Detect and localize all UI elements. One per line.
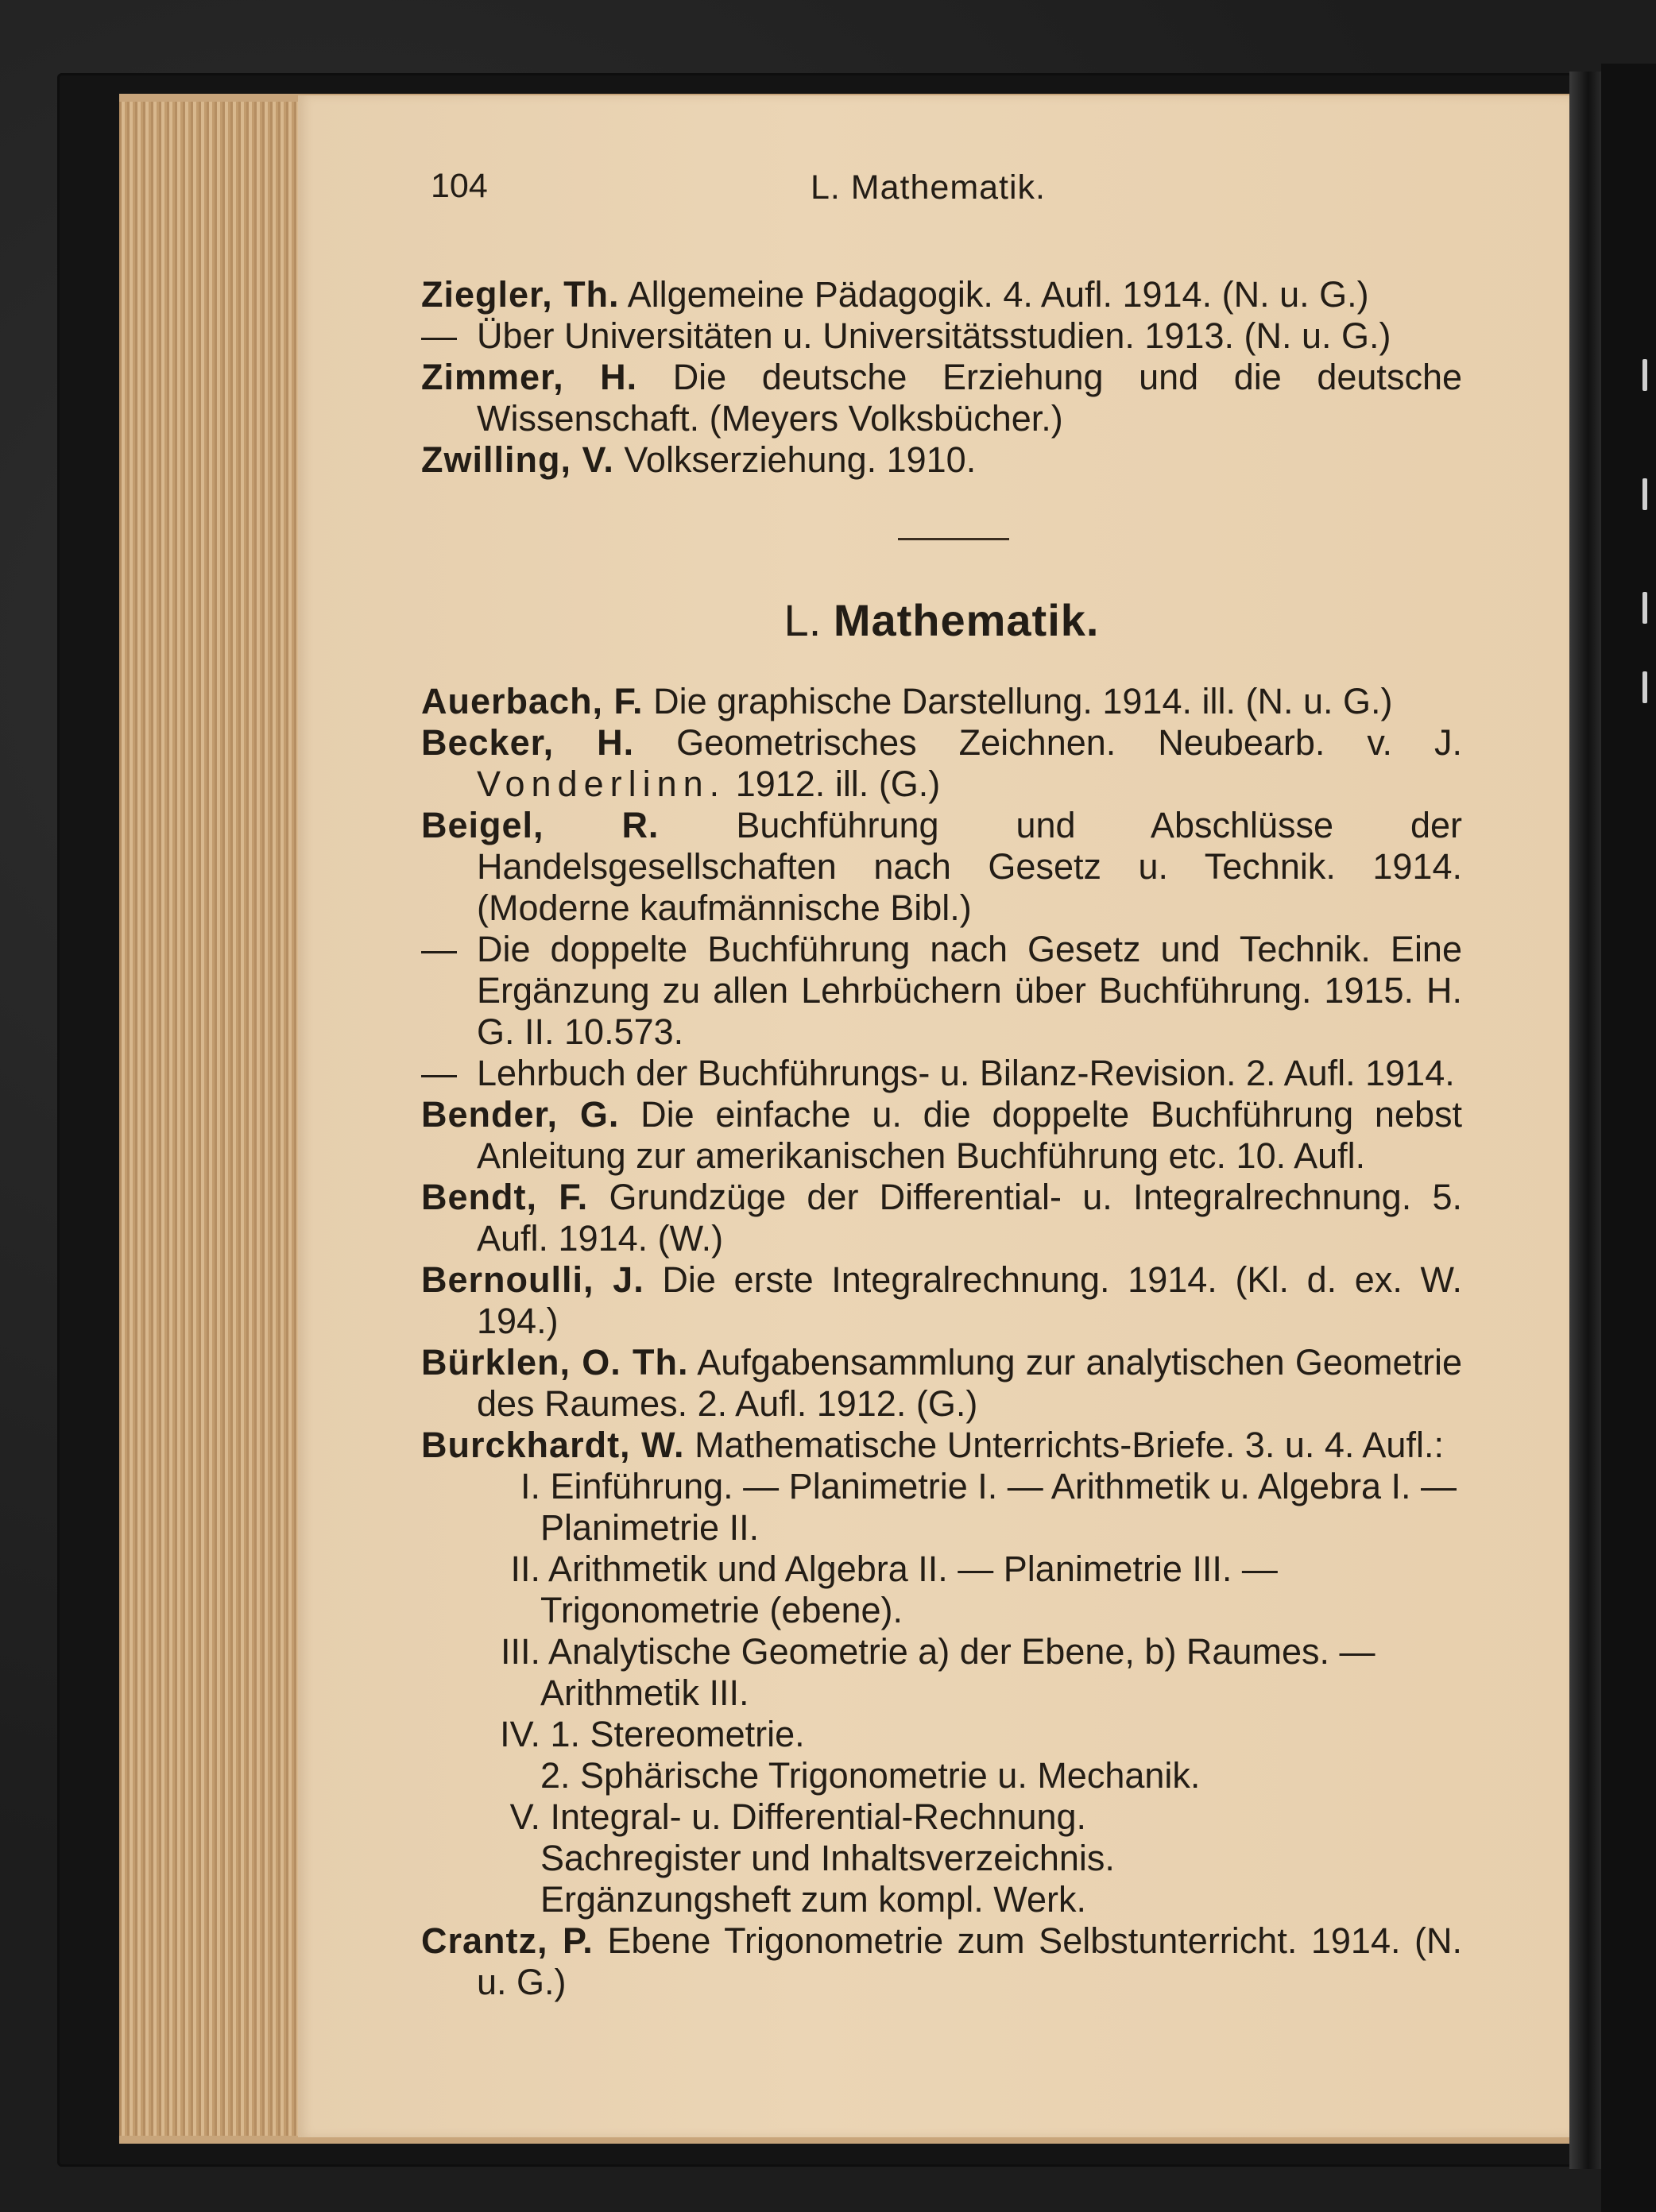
bibliography-entry — [421, 439, 1462, 481]
entry-text: Grundzüge der Differential- u. Integralrechnung. 5. Aufl. 1914. (W.) — [477, 1177, 1462, 1259]
entry-text: Mathematische Unterrichts-Briefe. 3. u. 4. Aufl.: — [695, 1425, 1444, 1465]
volume-text: Einführung. — Planimetrie I. — Arithmetik u. Algebra I. — Planimetrie II. — [540, 1466, 1457, 1548]
entry-text: Ebene Trigonometrie zum Selbstunterricht. 1914. (N. u. G.) — [477, 1920, 1462, 2002]
volume-text: Ergänzungsheft zum kompl. Werk. — [540, 1879, 1086, 1920]
volume-item — [421, 1838, 1462, 1879]
volume-text: Integral- u. Differential-Rechnung. — [550, 1796, 1087, 1837]
bibliography-entry — [421, 722, 1462, 805]
entry-author: Bernoulli, J. — [421, 1259, 644, 1300]
volume-item — [421, 1714, 1462, 1755]
section-divider — [898, 538, 1009, 540]
page-edges — [119, 102, 302, 2136]
volume-item — [421, 1549, 1462, 1631]
entry-author: Auerbach, F. — [421, 681, 644, 721]
facing-page-mark — [1642, 359, 1647, 391]
volume-number: I. — [520, 1466, 540, 1506]
bibliography-entry — [421, 357, 1462, 439]
entry-dash: — — [421, 315, 457, 356]
bibliography-entry — [421, 929, 1462, 1053]
book-gutter — [1569, 72, 1601, 2169]
entry-author: Becker, H. — [421, 722, 635, 763]
volume-list — [421, 1466, 1462, 1920]
bibliography-entry — [421, 1177, 1462, 1259]
section-prefix: L. — [784, 595, 822, 645]
facing-page-mark — [1642, 671, 1647, 703]
entry-text: Lehrbuch der Buchführungs- u. Bilanz-Revision. 2. Aufl. 1914. — [477, 1053, 1455, 1093]
entry-text: Die graphische Darstellung. 1914. ill. (N. u. G.) — [653, 681, 1393, 721]
volume-number: V. — [509, 1796, 540, 1837]
entry-text: Geometrisches Zeichnen. Neubearb. v. J. — [676, 722, 1462, 763]
volume-item — [421, 1796, 1462, 1838]
bibliography-entry — [421, 274, 1462, 315]
mathematics-entries — [421, 681, 1462, 2003]
bibliography-entry — [421, 805, 1462, 929]
volume-item — [421, 1755, 1462, 1796]
running-title: L. Mathematik. — [811, 168, 1046, 207]
entry-text: Die erste Integralrechnung. 1914. (Kl. d. ex. W. 194.) — [477, 1259, 1462, 1341]
entry-text: Allgemeine Pädagogik. 4. Aufl. 1914. (N. u. G.) — [627, 274, 1369, 315]
page-number: 104 — [431, 167, 488, 205]
volume-number: IV. — [500, 1714, 540, 1754]
bibliography-entry — [421, 1094, 1462, 1177]
entry-author: Zwilling, V. — [421, 439, 614, 480]
bibliography-entry — [421, 1920, 1462, 2003]
section-title: Mathematik. — [833, 595, 1100, 645]
volume-text: Arithmetik und Algebra II. — Planimetrie III. — Trigonometrie (ebene). — [540, 1549, 1278, 1630]
entry-author: Zimmer, H. — [421, 357, 638, 397]
entry-author: Bender, G. — [421, 1094, 620, 1135]
entry-author: Beigel, R. — [421, 805, 660, 845]
entry-editor: Vonderlinn. — [477, 764, 726, 804]
entry-dash: — — [421, 929, 457, 969]
volume-number: II. — [510, 1549, 540, 1589]
volume-text: 2. Sphärische Trigonometrie u. Mechanik. — [540, 1755, 1201, 1796]
entry-text-continued: 1912. ill. (G.) — [735, 764, 941, 804]
bibliography-entry — [421, 1425, 1462, 1466]
entry-dash: — — [421, 1053, 457, 1093]
entry-text: Volkserziehung. 1910. — [624, 439, 977, 480]
entry-text: Über Universitäten u. Universitätsstudien. 1913. (N. u. G.) — [477, 315, 1391, 356]
section-heading — [421, 594, 1462, 646]
entry-author: Crantz, P. — [421, 1920, 594, 1961]
entry-author: Bendt, F. — [421, 1177, 589, 1217]
entry-text: Buchführung und Abschlüsse der Handelsgesellschaften nach Gesetz u. Technik. 1914. (Moderne kaufmännische Bibl.) — [477, 805, 1462, 928]
volume-number: III. — [500, 1631, 540, 1672]
facing-page-mark — [1642, 592, 1647, 624]
entry-author: Burckhardt, W. — [421, 1425, 685, 1465]
entry-author: Ziegler, Th. — [421, 274, 620, 315]
entry-text: Die doppelte Buchführung nach Gesetz und Technik. Eine Ergänzung zu allen Lehrbüchern über Buchführung. 1915. H. G. II. 10.573. — [477, 929, 1462, 1052]
bibliography-entry — [421, 1342, 1462, 1425]
bibliography-entry — [421, 1053, 1462, 1094]
bibliography-entry — [421, 315, 1462, 357]
volume-text: Sachregister und Inhaltsverzeichnis. — [540, 1838, 1115, 1878]
volume-item — [421, 1466, 1462, 1549]
facing-page-mark — [1642, 478, 1647, 510]
entry-text: Die einfache u. die doppelte Buchführung nebst Anleitung zur amerikanischen Buchführung etc. 10. Aufl. — [477, 1094, 1462, 1176]
entry-text: Die deutsche Erziehung und die deutsche Wissenschaft. (Meyers Volksbücher.) — [477, 357, 1462, 439]
running-head — [421, 151, 1462, 215]
facing-page-edge — [1601, 64, 1656, 2212]
volume-item — [421, 1879, 1462, 1920]
page-text — [421, 151, 1462, 2003]
volume-text: Analytische Geometrie a) der Ebene, b) Raumes. — Arithmetik III. — [540, 1631, 1375, 1713]
volume-text: 1. Stereometrie. — [550, 1714, 805, 1754]
entry-text: Aufgabensammlung zur analytischen Geometrie des Raumes. 2. Aufl. 1912. (G.) — [477, 1342, 1462, 1424]
previous-section-entries — [421, 274, 1462, 481]
volume-item — [421, 1631, 1462, 1714]
entry-author: Bürklen, O. Th. — [421, 1342, 689, 1382]
bibliography-entry — [421, 1259, 1462, 1342]
bibliography-entry — [421, 681, 1462, 722]
